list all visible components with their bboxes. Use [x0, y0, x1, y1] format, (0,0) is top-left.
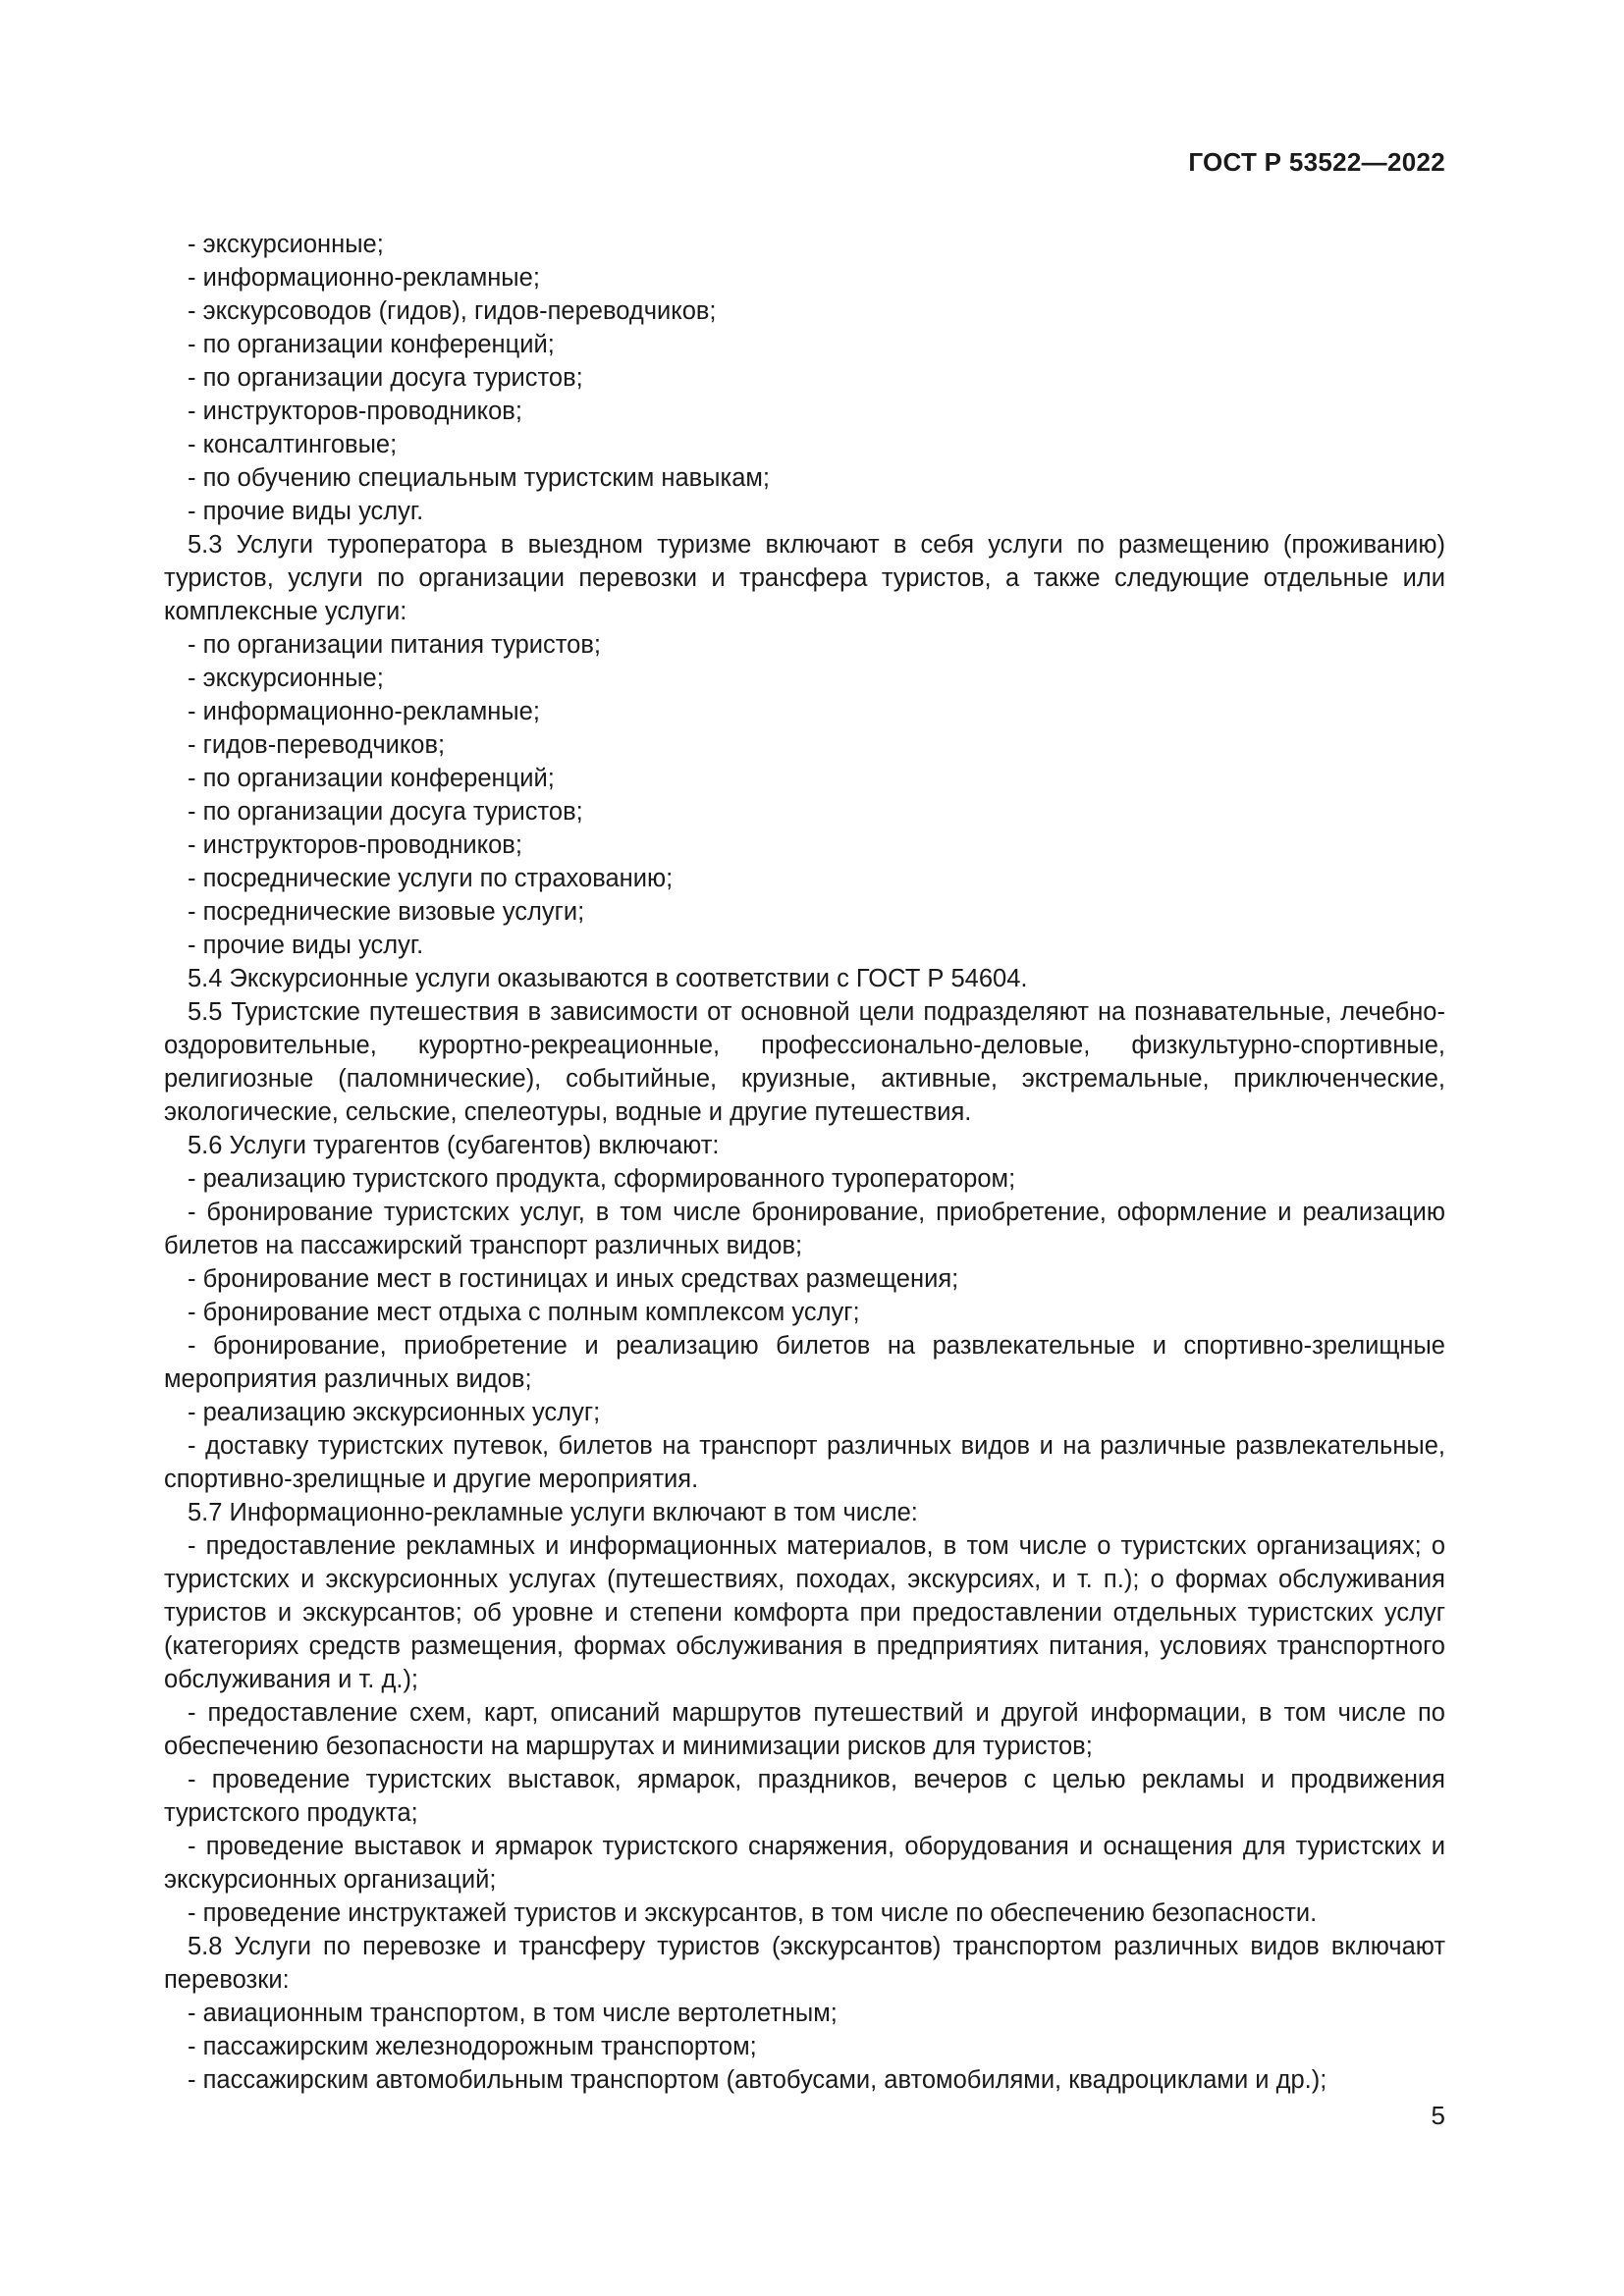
list-item: - посреднические визовые услуги; [188, 898, 585, 926]
list-item: - бронирование мест отдыха с полным комплексом услуг; [188, 1299, 860, 1326]
numbered-clause: 5.6 Услуги турагентов (субагентов) включают: [188, 1132, 720, 1159]
list-item: - информационно-рекламные; [188, 264, 540, 292]
list-item: - проведение инструктажей туристов и экскурсантов, в том числе по обеспечению безопасности. [188, 1899, 1318, 1927]
list-item: - инструкторов-проводников; [188, 398, 522, 425]
list-item: - проведение туристских выставок, ярмарок, праздников, вечеров с целью рекламы и продвижения туристского продукта; [164, 1766, 1445, 1827]
list-item: - посреднические услуги по страхованию; [188, 865, 674, 892]
page-number: 5 [1431, 2101, 1445, 2130]
list-item: - реализацию экскурсионных услуг; [188, 1399, 601, 1426]
list-item: - по организации досуга туристов; [188, 798, 583, 826]
list-item: - реализацию туристского продукта, сформированного туроператором; [188, 1165, 1016, 1193]
list-item: - по организации питания туристов; [188, 631, 601, 659]
numbered-clause: 5.8 Услуги по перевозке и трансферу туристов (экскурсантов) транспортом различных видов включают перевозки: [164, 1933, 1445, 1994]
document-body [164, 228, 1445, 2097]
list-item: - проведение выставок и ярмарок туристского снаряжения, оборудования и оснащения для туристских и экскурсионных организаций; [164, 1833, 1445, 1894]
list-item: - консалтинговые; [188, 431, 398, 458]
list-item: - экскурсоводов (гидов), гидов-переводчиков; [188, 297, 717, 325]
list-item: - пассажирским автомобильным транспортом (автобусами, автомобилями, квадроциклами и др.); [188, 2066, 1327, 2094]
list-item: - по организации досуга туристов; [188, 364, 583, 392]
list-item: - бронирование туристских услуг, в том числе бронирование, приобретение, оформление и реализацию билетов на пассажирский транспорт различных видов; [164, 1199, 1445, 1259]
list-item: - экскурсионные; [188, 665, 384, 692]
list-item: - прочие виды услуг. [188, 932, 424, 959]
list-item: - по организации конференций; [188, 765, 555, 792]
list-item: - инструкторов-проводников; [188, 831, 522, 859]
numbered-clause: 5.4 Экскурсионные услуги оказываются в соответствии с ГОСТ Р 54604. [188, 965, 1028, 992]
numbered-clause: 5.3 Услуги туроператора в выездном туризме включают в себя услуги по размещению (проживанию) туристов, услуги по организации перевозки и трансфера туристов, а также следующие отдельные или комплексные услуги: [164, 531, 1445, 625]
list-item: - гидов-переводчиков; [188, 731, 446, 759]
list-item: - прочие виды услуг. [188, 498, 424, 525]
list-item: - по обучению специальным туристским навыкам; [188, 464, 771, 492]
list-item: - пассажирским железнодорожным транспортом; [188, 2033, 757, 2060]
numbered-clause: 5.7 Информационно-рекламные услуги включают в том числе: [188, 1499, 918, 1526]
numbered-clause: 5.5 Туристские путешествия в зависимости от основной цели подразделяют на познавательные, лечебно-оздоровительные, курортно-рекреационные, профессионально-деловые, физкультурно-спортивные, религиозные (паломнические), событийные, круизные, активные, экстремальные, приключенческие, экологические, сельские, спелеотуры, водные и другие путешествия. [164, 998, 1445, 1126]
list-item: - бронирование, приобретение и реализацию билетов на развлекательные и спортивно-зрелищные мероприятия различных видов; [164, 1332, 1445, 1393]
list-item: - предоставление схем, карт, описаний маршрутов путешествий и другой информации, в том числе по обеспечению безопасности на маршрутах и минимизации рисков для туристов; [164, 1699, 1445, 1760]
list-item: - экскурсионные; [188, 231, 384, 258]
list-item: - доставку туристских путевок, билетов на транспорт различных видов и на различные развлекательные, спортивно-зрелищные и другие мероприятия. [164, 1432, 1445, 1493]
document-header: ГОСТ Р 53522—2022 [1188, 147, 1445, 177]
list-item: - бронирование мест в гостиницах и иных средствах размещения; [188, 1265, 959, 1293]
list-item: - информационно-рекламные; [188, 698, 540, 725]
list-item: - по организации конференций; [188, 331, 555, 358]
list-item: - предоставление рекламных и информационных материалов, в том числе о туристских организациях; о туристских и экскурсионных услугах (путешествиях, походах, экскурсиях, и т. п.); о формах обслуживания туристов и экскурсантов; об уровне и степени комфорта при предоставлении отдельных туристских услуг (категориях средств размещения, формах обслуживания в предприятиях питания, условиях транспортного обслуживания и т. д.); [164, 1532, 1445, 1693]
list-item: - авиационным транспортом, в том числе вертолетным; [188, 2000, 838, 2027]
